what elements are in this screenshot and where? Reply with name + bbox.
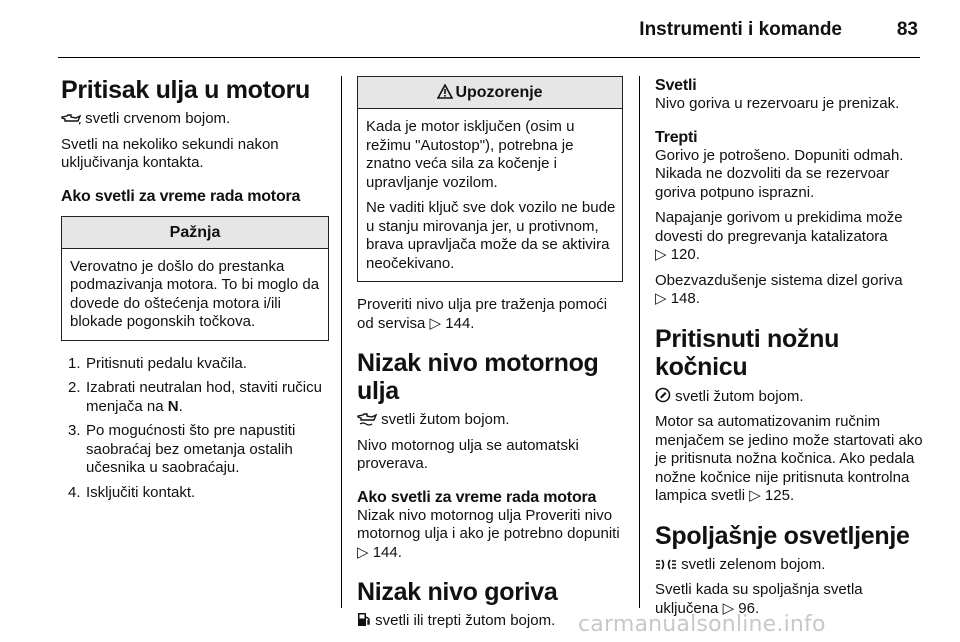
page-reference[interactable]: 148. — [670, 290, 700, 307]
page-reference-arrow-icon: ▷ — [655, 290, 667, 307]
page-reference-arrow-icon: ▷ — [357, 543, 369, 561]
exterior-lights-icon — [655, 558, 677, 571]
page-reference-arrow-icon: ▷ — [655, 246, 667, 263]
exterior-lights-text: Svetli kada su spoljašnja svetla uključena ▷ 96. — [655, 581, 863, 617]
page-reference[interactable]: 120. — [670, 246, 700, 263]
page-reference[interactable]: 144. — [372, 543, 402, 561]
page-reference-arrow-icon: ▷ — [429, 314, 442, 332]
low-oil-text: Nivo motornog ulja se automatski proverava. — [357, 436, 579, 472]
page-number: 83 — [896, 19, 918, 40]
low-oil-subheading: Ako svetli za vreme rada motora — [357, 488, 597, 506]
low-oil-heading: Nizak nivo motornog ulja — [357, 349, 599, 405]
gear-neutral-label: N — [167, 397, 179, 415]
list-item: 2. Izabrati neutralan hod, staviti ručicu menjača na N. — [68, 379, 322, 415]
list-item: 1. Pritisnuti pedalu kvačila. — [68, 354, 247, 372]
lit-subheading: Svetli — [655, 77, 697, 94]
exterior-lights-heading: Spoljašnje osvetljenje — [655, 521, 910, 550]
flashing-text-2: Napajanje gorivom u prekidima može dovesti do pregrevanja katalizatora ▷ 120. — [655, 209, 903, 263]
oil-pressure-subheading: Ako svetli za vreme rada motora — [61, 187, 301, 205]
steps-list — [61, 355, 329, 503]
brake-icon-line — [655, 387, 925, 407]
page-reference[interactable]: 96. — [738, 599, 760, 617]
low-fuel-status: svetli ili trepti žutom bojom. — [375, 612, 556, 629]
oil-check-text: Proveriti nivo ulja pre traženja pomoći od servisa ▷ 144. — [357, 296, 608, 332]
brake-pedal-icon — [655, 387, 671, 403]
low-oil-status: svetli žutom bojom. — [381, 411, 510, 428]
low-fuel-heading: Nizak nivo goriva — [357, 578, 558, 606]
warning-title: Upozorenje — [455, 84, 543, 101]
warning-text-2: Ne vaditi ključ sve dok vozilo ne bude u stanju mirovanja jer, u protivnom, brava upravljača može da se aktivira neočekivano. — [366, 199, 616, 272]
watermark: carmanualsonline.info — [578, 612, 826, 637]
low-oil-icon-line — [357, 411, 623, 430]
notice-text: Verovatno je došlo do prestanka podmazivanja motora. To bi moglo da dovede do oštećenja motora i/ili blokade pogonskih točkova. — [70, 257, 320, 330]
list-item: 3. Po mogućnosti što pre napustiti saobraćaj bez ometanja ostalih učesnika u saobraćaju. — [68, 422, 296, 476]
warning-triangle-icon — [437, 84, 453, 99]
exterior-lights-icon-line — [655, 556, 925, 575]
oil-pressure-heading: Pritisak ulja u motoru — [61, 76, 311, 104]
column-1 — [61, 76, 329, 508]
page-header — [0, 0, 960, 56]
column-divider-2 — [639, 76, 640, 608]
page-reference[interactable]: 125. — [764, 487, 795, 504]
flashing-text: Gorivo je potrošeno. Dopuniti odmah. Nikada ne dozvoliti da se rezervoar goriva potpuno isprazni. — [655, 146, 904, 201]
column-2 — [357, 76, 623, 631]
brake-text: Motor sa automatizovanim ručnim menjačem se jedino može startovati ako je pritisnuta nožna kočnica. Ako pedala nožne kočnice nije pritisnuta kontrolna lampica svetli ▷ 125. — [655, 413, 923, 504]
lit-text: Nivo goriva u rezervoaru je prenizak. — [655, 95, 900, 112]
list-item: 4. Isključiti kontakt. — [68, 483, 196, 501]
page-reference[interactable]: 144. — [445, 314, 475, 332]
warning-header — [358, 77, 622, 109]
oil-level-icon — [357, 413, 377, 426]
flashing-subheading: Trepti — [655, 128, 698, 146]
notice-box — [61, 216, 329, 341]
warning-text-1: Kada je motor isključen (osim u režimu "Autostop"), potrebna je znatno veća sila za kočenje i upravljanje vozilom. — [366, 118, 575, 191]
oil-pressure-icon-line — [61, 110, 329, 129]
header-divider — [58, 57, 920, 58]
oil-pressure-text: Svetli na nekoliko sekundi nakon uključivanja kontakta. — [61, 135, 279, 171]
brake-heading: Pritisnuti nožnu kočnicu — [655, 324, 840, 381]
page-reference-arrow-icon: ▷ — [749, 487, 761, 504]
oil-pressure-status: svetli crvenom bojom. — [85, 110, 231, 127]
low-oil-text-2: Nizak nivo motornog ulja Proveriti nivo motornog ulja i ako je potrebno dopuniti ▷ 144. — [357, 506, 620, 561]
oil-can-icon — [61, 113, 81, 125]
page-reference-arrow-icon: ▷ — [722, 599, 735, 617]
flashing-text-3: Obezvazdušenje sistema dizel goriva ▷ 148. — [655, 271, 903, 307]
warning-box — [357, 76, 623, 282]
brake-status: svetli žutom bojom. — [675, 387, 804, 405]
notice-title: Pažnja — [62, 217, 328, 249]
fuel-pump-icon — [357, 612, 371, 627]
section-title: Instrumenti i komande — [639, 19, 842, 40]
column-3 — [655, 76, 925, 618]
exterior-lights-status: svetli zelenom bojom. — [681, 555, 826, 573]
column-divider-1 — [341, 76, 342, 608]
